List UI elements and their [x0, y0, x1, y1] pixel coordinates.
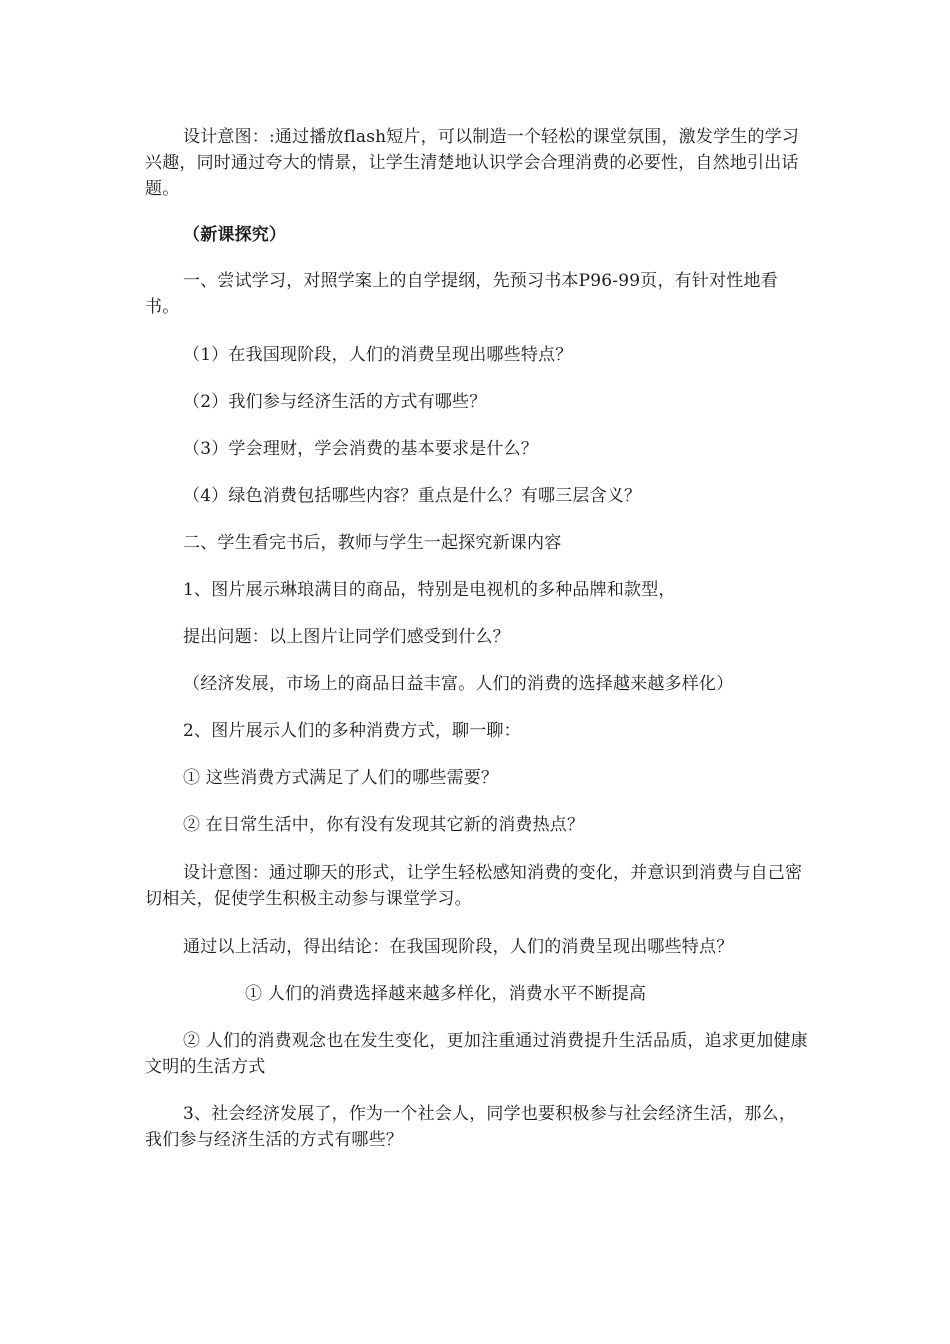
conclusion-point-1: ① 人们的消费选择越来越多样化，消费水平不断提高 — [245, 984, 647, 1004]
question-1: （1）在我国现阶段，人们的消费呈现出哪些特点？ — [183, 345, 573, 365]
question-4: （4）绿色消费包括哪些内容？重点是什么？有哪三层含义？ — [183, 486, 642, 506]
activity-1-paragraph: 1、图片展示琳琅满目的商品，特别是电视机的多种品牌和款型， — [183, 580, 676, 600]
conclusion-paragraph: 通过以上活动，得出结论：在我国现阶段，人们的消费呈现出哪些特点？ — [183, 937, 734, 957]
conclusion-point-2: ② 人们的消费观念也在发生变化，更加注重通过消费提升生活品质，追求更加健康文明的生活方式 — [145, 1031, 808, 1077]
activity-1-question: 提出问题：以上图片让同学们感受到什么？ — [183, 627, 510, 647]
design-intent-paragraph-2: 设计意图：通过聊天的形式，让学生轻松感知消费的变化，并意识到消费与自己密切相关，促使学生积极主动参与课堂学习。 — [145, 863, 803, 909]
activity-2-paragraph: 2、图片展示人们的多种消费方式，聊一聊： — [183, 721, 521, 741]
step-two-paragraph: 二、学生看完书后，教师与学生一起探究新课内容 — [183, 533, 562, 553]
activity-2-question-1: ① 这些消费方式满足了人们的哪些需要？ — [183, 768, 499, 788]
activity-1-answer: （经济发展，市场上的商品日益丰富。人们的消费的选择越来越多样化） — [183, 674, 734, 694]
step-one-paragraph: 一、尝试学习，对照学案上的自学提纲，先预习书本P96-99页，有针对性地看书。 — [145, 271, 778, 317]
section-heading-new-lesson: （新课探究） — [183, 225, 287, 245]
activity-2-question-2: ② 在日常生活中，你有没有发现其它新的消费热点？ — [183, 815, 585, 835]
question-3: （3）学会理财，学会消费的基本要求是什么？ — [183, 439, 539, 459]
question-2: （2）我们参与经济生活的方式有哪些？ — [183, 392, 487, 412]
activity-3-paragraph: 3、社会经济发展了，作为一个社会人，同学也要积极参与社会经济生活，那么，我们参与经济生活的方式有哪些？ — [145, 1104, 797, 1150]
design-intent-paragraph-1: 设计意图：:通过播放flash短片，可以制造一个轻松的课堂氛围，激发学生的学习兴趣，同时通过夸大的情景，让学生清楚地认识学会合理消费的必要性，自然地引出话题。 — [145, 127, 800, 199]
